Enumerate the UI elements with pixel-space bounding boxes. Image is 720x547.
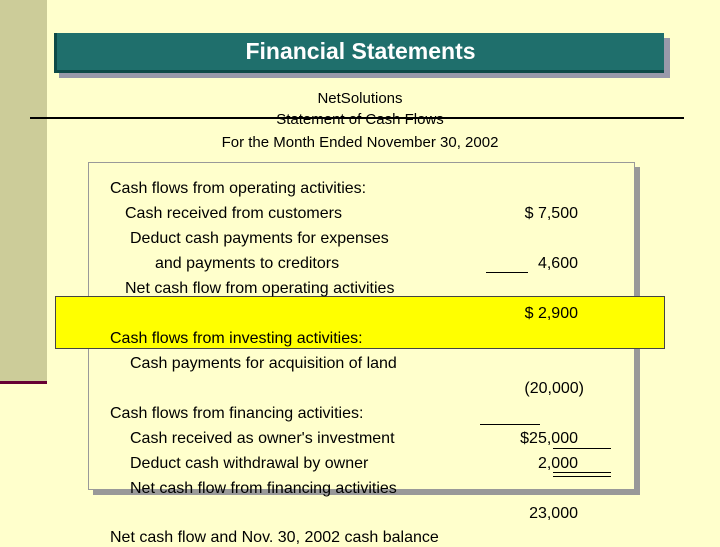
statement-name: Statement of Cash Flows <box>276 111 444 128</box>
payments-amount: 4,600 <box>537 255 578 272</box>
operating-net-amount: $ 2,900 <box>524 305 578 322</box>
slide-title: Financial Statements <box>54 33 664 73</box>
withdrawal-underline <box>553 472 611 473</box>
withdrawal-amount: 2,000 <box>537 455 578 472</box>
land-payment-label: Cash payments for acquisition of land <box>130 355 397 372</box>
deduct-payments-label-1: Deduct cash payments for expenses <box>130 230 389 247</box>
company-name: NetSolutions <box>317 90 403 107</box>
withdrawal-double-underline <box>553 476 611 477</box>
net-cash-balance-label: Net cash flow and Nov. 30, 2002 cash balance <box>110 529 439 546</box>
financing-header: Cash flows from financing activities: <box>110 405 364 422</box>
cash-received-label: Cash received from customers <box>125 205 342 222</box>
investing-underline <box>480 424 540 425</box>
investing-header: Cash flows from investing activities: <box>110 330 363 347</box>
owner-investment-label: Cash received as owner's investment <box>130 430 395 447</box>
left-accent-bar <box>0 0 47 383</box>
left-accent-line <box>0 381 47 384</box>
operating-header: Cash flows from operating activities: <box>110 180 367 197</box>
cash-received-amount: $ 7,500 <box>524 205 578 222</box>
operating-net-label: Net cash flow from operating activities <box>125 280 395 297</box>
statement-period: For the Month Ended November 30, 2002 <box>221 134 499 151</box>
withdrawal-label: Deduct cash withdrawal by owner <box>130 455 369 472</box>
investing-amount: (20,000) <box>524 380 584 397</box>
financing-net-amount: 23,000 <box>529 505 578 522</box>
deduct-payments-label-2: and payments to creditors <box>155 255 340 272</box>
owner-investment-underline <box>553 448 611 449</box>
owner-investment-amount: $25,000 <box>520 430 578 447</box>
financing-net-label: Net cash flow from financing activities <box>130 480 397 497</box>
